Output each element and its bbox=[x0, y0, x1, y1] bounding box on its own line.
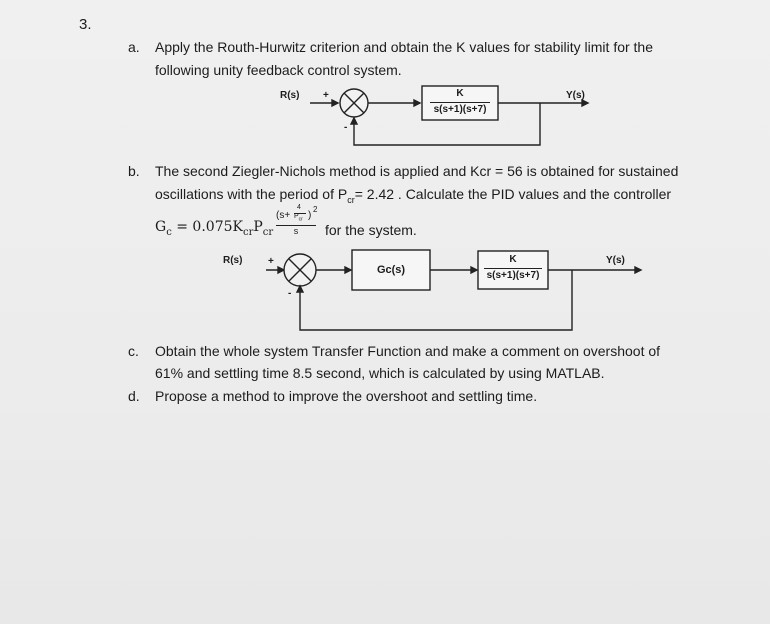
part-a-letter: a. bbox=[128, 39, 140, 55]
d2-controller-label: Gc(s) bbox=[376, 264, 406, 276]
d2-forward-arrow-2 bbox=[471, 267, 477, 273]
d1-feedback-arrow bbox=[351, 118, 357, 124]
d2-input-arrow bbox=[278, 267, 284, 273]
formula-p-sub: cr bbox=[262, 226, 274, 238]
period-rest: = 2.42 . Calculate the PID values and the controller bbox=[354, 186, 672, 202]
diagram-2 bbox=[266, 250, 641, 330]
formula-k-sub: cr bbox=[242, 226, 254, 238]
formula-p: P bbox=[253, 219, 263, 235]
formula-num-frac-top: 4 bbox=[297, 204, 301, 211]
d2-output-label: Y(s) bbox=[606, 255, 625, 266]
formula-num-frac-bottom: P bbox=[294, 213, 299, 220]
d2-input-label: R(s) bbox=[223, 255, 243, 266]
d1-input-arrow bbox=[332, 100, 338, 106]
period-text: oscillations with the period of P bbox=[155, 186, 348, 202]
d2-forward-arrow-1 bbox=[345, 267, 351, 273]
formula-num-frac-bottom-sub: cr bbox=[298, 216, 303, 223]
formula-denominator: s bbox=[293, 226, 299, 236]
part-a-line-1: Apply the Routh-Hurwitz criterion and obtain the K values for stability limit for the bbox=[155, 39, 654, 55]
part-c-line-2: 61% and settling time 8.5 second, which is calculated by using MATLAB. bbox=[155, 365, 605, 381]
formula-lhs-sub: c bbox=[166, 226, 172, 238]
part-b-letter: b. bbox=[128, 163, 140, 179]
formula-numerator: (s+ bbox=[276, 210, 291, 221]
d1-block-denominator: s(s+1)(s+7) bbox=[433, 104, 487, 115]
part-c-letter: c. bbox=[128, 343, 139, 359]
part-d-letter: d. bbox=[128, 388, 140, 404]
formula-num-close: ) bbox=[308, 210, 312, 221]
formula-lhs: G bbox=[155, 219, 167, 235]
period-sub: cr bbox=[347, 194, 355, 205]
d2-feedback-arrow bbox=[297, 286, 303, 292]
formula-exponent: 2 bbox=[313, 205, 318, 214]
part-a-line-2: following unity feedback control system. bbox=[155, 62, 402, 78]
question-number: 3. bbox=[79, 16, 92, 33]
d2-minus-sign: - bbox=[288, 288, 292, 299]
d1-forward-arrow bbox=[414, 100, 420, 106]
d2-fraction-bar bbox=[484, 268, 542, 269]
part-d-line-1: Propose a method to improve the overshoot and settling time. bbox=[155, 388, 538, 404]
d1-fraction-bar bbox=[430, 102, 490, 103]
d1-output-label: Y(s) bbox=[566, 90, 585, 101]
part-c-line-1: Obtain the whole system Transfer Function and make a comment on overshoot of bbox=[155, 343, 661, 359]
formula-equals: = 0.075K bbox=[171, 219, 243, 235]
part-b-line-1: The second Ziegler-Nichols method is applied and Kcr = 56 is obtained for sustained bbox=[155, 163, 679, 179]
formula-suffix: for the system. bbox=[325, 222, 417, 238]
d1-input-label: R(s) bbox=[280, 90, 300, 101]
d1-plus-sign: + bbox=[323, 90, 329, 101]
d2-output-arrow bbox=[635, 267, 641, 273]
d1-minus-sign: - bbox=[344, 122, 348, 133]
d2-block-numerator: K bbox=[509, 254, 517, 265]
d1-block-numerator: K bbox=[456, 88, 464, 99]
d2-block-denominator: s(s+1)(s+7) bbox=[486, 270, 540, 281]
d2-plus-sign: + bbox=[268, 256, 274, 267]
